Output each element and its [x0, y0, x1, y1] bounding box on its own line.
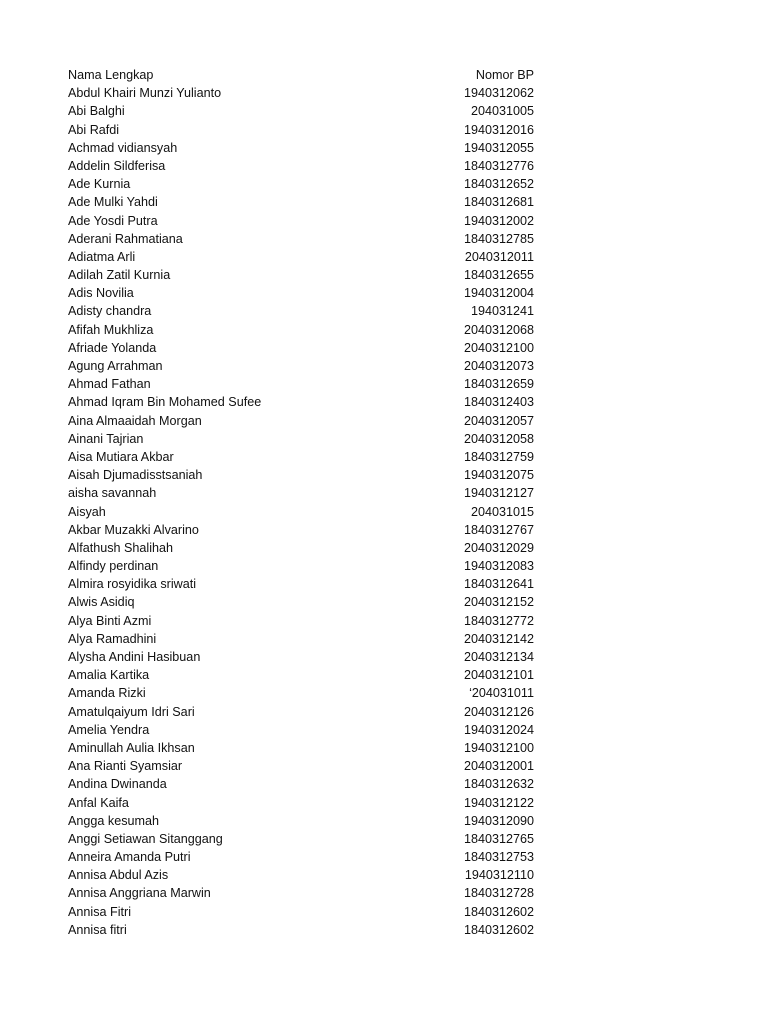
student-bp-number: 1840312785: [463, 231, 534, 246]
table-row: [68, 575, 536, 593]
student-name: Aisyah: [68, 504, 106, 519]
student-name: Ahmad Fathan: [68, 377, 151, 392]
student-bp-number: 2040312057: [463, 413, 534, 428]
student-name: Afifah Mukhliza: [68, 322, 154, 337]
student-name: Alfathush Shalihah: [68, 540, 174, 555]
student-table: [68, 66, 536, 939]
student-bp-number: 1840312632: [463, 777, 534, 792]
table-row: [68, 448, 536, 466]
table-row: [68, 284, 536, 302]
student-bp-number: 2040312152: [463, 595, 534, 610]
table-row: [68, 703, 536, 721]
student-bp-number: 1940312002: [463, 213, 534, 228]
table-row: [68, 612, 536, 630]
student-bp-number: 1940312024: [463, 722, 534, 737]
student-bp-number: 1840312641: [463, 577, 534, 592]
student-name: Anneira Amanda Putri: [68, 850, 191, 865]
table-row: [68, 503, 536, 521]
student-name: Annisa Anggriana Marwin: [68, 886, 211, 901]
student-name: Anggi Setiawan Sitanggang: [68, 831, 223, 846]
student-bp-number: 1840312602: [463, 904, 534, 919]
student-name: Abdul Khairi Munzi Yulianto: [68, 86, 222, 101]
table-row: [68, 102, 536, 120]
table-row: [68, 848, 536, 866]
table-row: [68, 84, 536, 102]
table-row: [68, 721, 536, 739]
student-name: Adilah Zatil Kurnia: [68, 268, 171, 283]
student-name: aisha savannah: [68, 486, 157, 501]
student-bp-number: 2040312101: [463, 668, 534, 683]
student-name: Alya Ramadhini: [68, 631, 157, 646]
table-body: [68, 84, 536, 939]
student-bp-number: 1940312016: [463, 122, 534, 137]
column-header-name: Nama Lengkap: [68, 68, 154, 82]
student-name: Afriade Yolanda: [68, 340, 157, 355]
table-row: [68, 248, 536, 266]
table-row: [68, 884, 536, 902]
student-name: Ahmad Iqram Bin Mohamed Sufee: [68, 395, 262, 410]
student-name: Alfindy perdinan: [68, 559, 159, 574]
student-bp-number: 1840312655: [463, 268, 534, 283]
student-name: Ade Mulki Yahdi: [68, 195, 158, 210]
student-name: Aisa Mutiara Akbar: [68, 449, 174, 464]
student-name: Abi Rafdi: [68, 122, 120, 137]
student-bp-number: 1840312767: [463, 522, 534, 537]
student-name: Alya Binti Azmi: [68, 613, 152, 628]
student-name: Ade Kurnia: [68, 177, 131, 192]
student-name: Agung Arrahman: [68, 359, 163, 373]
student-bp-number: 1940312055: [463, 140, 534, 155]
table-row: [68, 157, 536, 175]
student-bp-number: 1840312772: [463, 613, 534, 628]
student-bp-number: 204031015: [470, 504, 534, 519]
student-bp-number: 2040312073: [463, 359, 534, 373]
student-name: Andina Dwinanda: [68, 777, 167, 792]
student-bp-number: 2040312011: [464, 249, 534, 264]
table-row: [68, 630, 536, 648]
student-name: Amatulqaiyum Idri Sari: [68, 704, 195, 719]
student-name: Annisa Abdul Azis: [68, 868, 169, 883]
student-bp-number: 1840312776: [463, 158, 534, 173]
student-name: Aminullah Aulia Ikhsan: [68, 740, 195, 755]
student-name: Aisah Djumadisstsaniah: [68, 468, 203, 483]
column-header-bp: Nomor BP: [475, 68, 534, 82]
student-name: Amelia Yendra: [68, 722, 150, 737]
table-row: [68, 266, 536, 284]
student-name: Angga kesumah: [68, 813, 160, 828]
table-row: [68, 484, 536, 502]
student-bp-number: 2040312142: [463, 631, 534, 646]
student-bp-number: 1940312062: [463, 86, 534, 101]
table-row: [68, 230, 536, 248]
student-name: Anfal Kaifa: [68, 795, 129, 810]
student-bp-number: 1940312004: [463, 286, 534, 301]
table-row: [68, 739, 536, 757]
table-row: [68, 866, 536, 884]
student-name: Abi Balghi: [68, 104, 125, 119]
table-row: [68, 175, 536, 193]
student-name: Alwis Asidiq: [68, 595, 135, 610]
table-row: [68, 539, 536, 557]
student-bp-number: 1940312122: [463, 795, 534, 810]
student-name: Alysha Andini Hasibuan: [68, 650, 201, 664]
table-row: [68, 557, 536, 575]
student-bp-number: 1840312602: [463, 922, 534, 937]
student-name: Aina Almaaidah Morgan: [68, 413, 202, 428]
student-name: Ade Yosdi Putra: [68, 213, 158, 228]
student-bp-number: 1940312083: [463, 559, 534, 574]
student-bp-number: 2040312100: [463, 340, 534, 355]
table-row: [68, 193, 536, 211]
student-name: Annisa fitri: [68, 922, 127, 937]
student-bp-number: 1940312075: [463, 468, 534, 483]
table-row: [68, 794, 536, 812]
student-bp-number: ‘204031011: [469, 686, 534, 701]
student-bp-number: 194031241: [470, 304, 534, 319]
student-bp-number: 204031005: [470, 104, 534, 119]
student-name: Almira rosyidika sriwati: [68, 577, 197, 592]
table-row: [68, 593, 536, 611]
student-bp-number: 2040312001: [463, 759, 534, 774]
student-bp-number: 2040312058: [463, 431, 534, 446]
table-row: [68, 357, 536, 375]
table-header-row: [68, 66, 536, 84]
student-name: Adis Novilia: [68, 286, 134, 301]
student-bp-number: 1840312659: [463, 377, 534, 392]
student-name: Addelin Sildferisa: [68, 158, 166, 173]
student-bp-number: 1940312100: [463, 740, 534, 755]
table-row: [68, 757, 536, 775]
table-row: [68, 212, 536, 230]
table-row: [68, 903, 536, 921]
student-bp-number: 2040312029: [463, 540, 534, 555]
table-row: [68, 430, 536, 448]
student-name: Amanda Rizki: [68, 686, 146, 701]
table-row: [68, 666, 536, 684]
student-name: Adiatma Arli: [68, 249, 136, 264]
table-row: [68, 393, 536, 411]
student-bp-number: 1840312681: [463, 195, 534, 210]
student-bp-number: 2040312134: [463, 650, 534, 664]
table-row: [68, 121, 536, 139]
table-row: [68, 648, 536, 666]
table-row: [68, 302, 536, 320]
student-name: Ainani Tajrian: [68, 431, 144, 446]
student-bp-number: 1940312090: [463, 813, 534, 828]
table-row: [68, 684, 536, 702]
table-row: [68, 830, 536, 848]
student-bp-number: 2040312068: [463, 322, 534, 337]
student-bp-number: 1840312759: [463, 449, 534, 464]
table-row: [68, 321, 536, 339]
student-name: Annisa Fitri: [68, 904, 131, 919]
student-name: Ana Rianti Syamsiar: [68, 759, 183, 774]
student-bp-number: 1840312765: [463, 831, 534, 846]
student-name: Adisty chandra: [68, 304, 152, 319]
table-row: [68, 339, 536, 357]
student-name: Amalia Kartika: [68, 668, 150, 683]
student-bp-number: 1940312110: [464, 868, 534, 883]
table-row: [68, 412, 536, 430]
student-bp-number: 1840312403: [463, 395, 534, 410]
student-bp-number: 2040312126: [463, 704, 534, 719]
student-bp-number: 1840312652: [463, 177, 534, 192]
student-name: Achmad vidiansyah: [68, 140, 178, 155]
table-row: [68, 775, 536, 793]
table-row: [68, 921, 536, 939]
table-row: [68, 375, 536, 393]
student-bp-number: 1940312127: [463, 486, 534, 501]
student-name: Akbar Muzakki Alvarino: [68, 522, 199, 537]
table-row: [68, 812, 536, 830]
student-name: Aderani Rahmatiana: [68, 231, 183, 246]
student-bp-number: 1840312728: [463, 886, 534, 901]
table-row: [68, 466, 536, 484]
student-bp-number: 1840312753: [463, 850, 534, 865]
table-row: [68, 521, 536, 539]
table-row: [68, 139, 536, 157]
